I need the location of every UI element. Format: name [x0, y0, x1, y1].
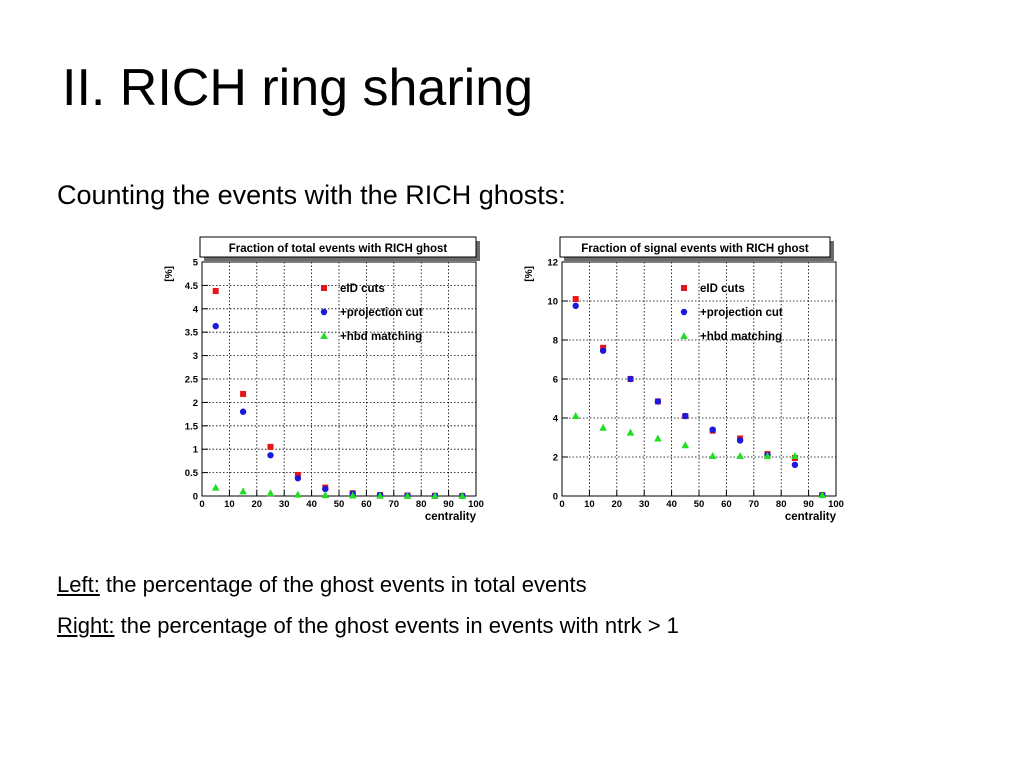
x-tick-label: 20: [611, 499, 623, 510]
x-tick-label: 60: [721, 499, 732, 510]
data-point: [710, 427, 716, 433]
data-point: [239, 487, 247, 494]
x-tick-label: 10: [224, 499, 235, 510]
data-point: [212, 484, 220, 491]
data-point: [573, 303, 579, 309]
legend-label: +projection cut: [700, 307, 783, 319]
chart-title: Fraction of total events with RICH ghost: [228, 243, 448, 255]
y-tick-label: 3: [192, 351, 198, 363]
y-tick-label: 12: [547, 257, 558, 269]
x-tick-label: 20: [251, 499, 263, 510]
y-axis-label: [%]: [524, 266, 535, 282]
data-point: [322, 491, 330, 498]
legend-label: eID cuts: [700, 283, 745, 295]
legend-marker: [681, 285, 687, 291]
x-tick-label: 100: [468, 499, 484, 510]
x-tick-label: 50: [333, 499, 345, 510]
data-point: [737, 437, 743, 443]
data-point: [682, 413, 688, 419]
x-tick-label: 0: [199, 499, 205, 510]
data-point: [627, 376, 633, 382]
legend-marker: [321, 285, 327, 291]
x-tick-label: 100: [828, 499, 844, 510]
y-tick-label: 4.5: [184, 280, 198, 292]
data-point: [572, 412, 580, 419]
y-tick-label: 0: [192, 491, 198, 503]
data-point: [600, 348, 606, 354]
x-tick-label: 0: [559, 499, 565, 510]
y-tick-label: 4: [192, 304, 198, 316]
x-tick-label: 30: [638, 499, 650, 510]
data-point: [792, 462, 798, 468]
y-tick-label: 10: [547, 296, 558, 308]
y-tick-label: 1: [192, 444, 198, 456]
legend-marker: [321, 309, 327, 315]
data-point: [213, 288, 219, 294]
legend-marker: [320, 332, 328, 339]
caption-right: [57, 613, 679, 639]
legend-label: +hbd matching: [700, 331, 783, 343]
x-tick-label: 60: [361, 499, 372, 510]
legend-marker: [680, 332, 688, 339]
caption-right-text: the percentage of the ghost events in events with ntrk > 1: [114, 613, 679, 638]
chart-signal-events: [518, 234, 848, 529]
data-point: [627, 429, 635, 436]
y-tick-label: 5: [192, 257, 198, 269]
data-point: [267, 489, 275, 496]
caption-left-label: Left:: [57, 572, 100, 597]
legend-marker: [681, 309, 687, 315]
y-tick-label: 6: [552, 374, 558, 386]
x-tick-label: 10: [584, 499, 595, 510]
caption-left-text: the percentage of the ghost events in total events: [99, 572, 587, 597]
caption-right-label: Right:: [57, 613, 115, 638]
y-tick-label: 0: [552, 491, 558, 503]
chart-total-events: [158, 234, 488, 529]
data-point: [213, 323, 219, 329]
x-tick-label: 40: [306, 499, 317, 510]
y-tick-label: 2: [192, 397, 198, 409]
x-tick-label: 50: [693, 499, 705, 510]
data-point: [599, 424, 607, 431]
x-axis-label: centrality: [784, 511, 836, 523]
x-tick-label: 40: [666, 499, 677, 510]
y-tick-label: 0.5: [184, 468, 198, 480]
x-axis-label: centrality: [424, 511, 476, 523]
chart-title: Fraction of signal events with RICH ghost: [581, 243, 809, 255]
y-tick-label: 8: [552, 335, 558, 347]
data-point: [268, 444, 274, 450]
x-tick-label: 80: [775, 499, 787, 510]
y-tick-label: 4: [552, 413, 558, 425]
data-point: [682, 441, 690, 448]
data-point: [573, 296, 579, 302]
caption-left: [57, 572, 587, 598]
legend-label: +projection cut: [340, 307, 423, 319]
data-point: [267, 452, 273, 458]
x-tick-label: 70: [388, 499, 400, 510]
x-tick-label: 90: [803, 499, 814, 510]
x-tick-label: 80: [415, 499, 427, 510]
slide-title: II. RICH ring sharing: [62, 59, 534, 117]
data-point: [240, 391, 246, 397]
x-tick-label: 90: [443, 499, 454, 510]
x-tick-label: 30: [278, 499, 290, 510]
data-point: [736, 452, 744, 459]
data-point: [295, 475, 301, 481]
legend-label: +hbd matching: [340, 331, 423, 343]
legend-label: eID cuts: [340, 283, 385, 295]
data-point: [709, 452, 717, 459]
data-point: [654, 434, 662, 441]
slide-subtitle: Counting the events with the RICH ghosts:: [57, 180, 566, 210]
data-point: [294, 491, 302, 498]
y-tick-label: 2: [552, 452, 558, 464]
y-tick-label: 3.5: [184, 327, 198, 339]
y-tick-label: 2.5: [184, 374, 198, 386]
data-point: [240, 409, 246, 415]
x-tick-label: 70: [748, 499, 760, 510]
data-point: [655, 398, 661, 404]
y-tick-label: 1.5: [184, 421, 198, 433]
y-axis-label: [%]: [164, 266, 175, 282]
